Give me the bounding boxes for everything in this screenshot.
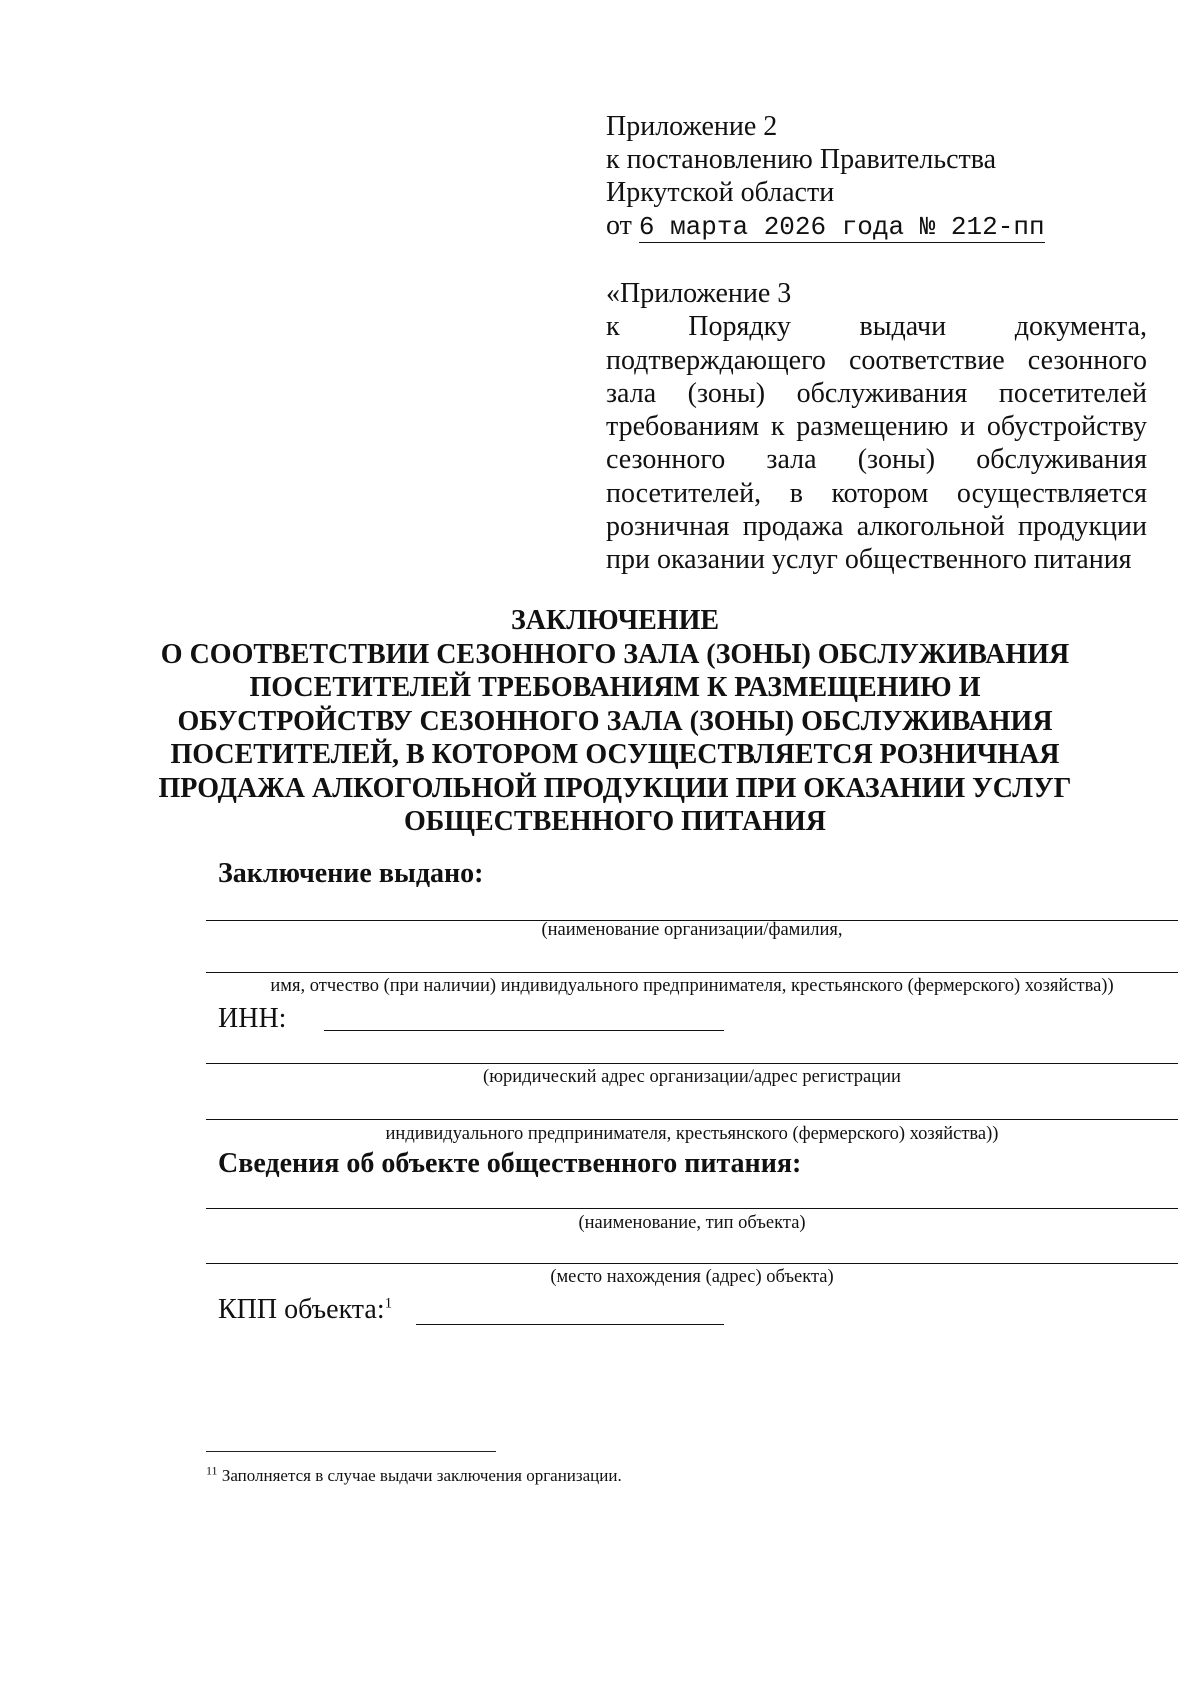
annex-line-2: к постановлению Правительства <box>606 144 997 175</box>
title-line: ОБУСТРОЙСТВУ СЕЗОННОГО ЗАЛА (ЗОНЫ) ОБСЛУЖИВАНИЯ <box>177 705 1053 737</box>
footnote-text: Заполняется в случае выдачи заключения организации. <box>221 1466 622 1485</box>
kpp-label <box>218 1294 392 1326</box>
annex-date-prefix: от <box>606 210 632 241</box>
caption-organization-name: (наименование организации/фамилия, <box>541 920 843 940</box>
kpp-footnote-mark: 1 <box>384 1295 393 1312</box>
kpp-label-text: КПП объекта: <box>218 1294 385 1325</box>
inn-label: ИНН: <box>218 1003 287 1034</box>
title-line: ОБЩЕСТВЕННОГО ПИТАНИЯ <box>403 806 827 837</box>
inn-field-line <box>324 1030 724 1031</box>
title-line: О СООТВЕТСТВИИ СЕЗОННОГО ЗАЛА (ЗОНЫ) ОБСЛУЖИВАНИЯ <box>160 638 1070 670</box>
title-line: ПОСЕТИТЕЛЕЙ, В КОТОРОМ ОСУЩЕСТВЛЯЕТСЯ РОЗНИЧНАЯ <box>170 739 1060 770</box>
caption-legal-address: (юридический адрес организации/адрес регистрации <box>483 1067 901 1087</box>
field-line-legal-address <box>206 1063 1178 1064</box>
facility-heading: Сведения об объекте общественного питания: <box>218 1148 802 1179</box>
document-title <box>150 604 1080 839</box>
procedure-annex-line: к Порядку выдачи документа, <box>606 311 1147 343</box>
procedure-annex-line: требованиям к размещению и обустройству <box>606 411 1147 443</box>
procedure-annex-line: розничная продажа алкогольной продукции <box>606 511 1147 543</box>
procedure-annex-title: «Приложение 3 <box>606 278 792 309</box>
field-line-facility-name <box>206 1208 1178 1209</box>
caption-facility-name-type: (наименование, тип объекта) <box>578 1213 806 1233</box>
footnote-mark: 11 <box>206 1463 218 1478</box>
field-line-registration-address <box>206 1119 1178 1120</box>
annex-line-3: Иркутской области <box>606 177 835 208</box>
procedure-annex-line: подтверждающего соответствие сезонного <box>606 344 1147 376</box>
field-line-facility-location <box>206 1263 1178 1264</box>
title-line: ПОСЕТИТЕЛЕЙ ТРЕБОВАНИЯМ К РАЗМЕЩЕНИЮ И <box>249 672 981 703</box>
caption-registration-address: индивидуального предпринимателя, крестьянского (фермерского) хозяйства)) <box>385 1124 999 1144</box>
kpp-field-line <box>416 1324 724 1325</box>
annex-line-1: Приложение 2 <box>606 111 778 142</box>
footnote <box>206 1463 622 1486</box>
annex-date-value: 6 марта 2026 года № 212-пп <box>638 212 1045 242</box>
procedure-annex-line: зала (зоны) обслуживания посетителей <box>606 377 1147 409</box>
issued-to-heading: Заключение выдано: <box>218 858 484 889</box>
procedure-annex-line: при оказании услуг общественного питания <box>606 544 1132 576</box>
title-line: ЗАКЛЮЧЕНИЕ <box>510 605 720 636</box>
field-line-entrepreneur-name <box>206 972 1178 973</box>
caption-facility-location: (место нахождения (адрес) объекта) <box>550 1267 834 1287</box>
footnote-separator <box>206 1451 496 1452</box>
caption-entrepreneur-name: имя, отчество (при наличии) индивидуального предпринимателя, крестьянского (фермерского) хозяйства)) <box>270 976 1114 996</box>
procedure-annex-block <box>606 277 1147 577</box>
procedure-annex-line: сезонного зала (зоны) обслуживания <box>606 444 1147 476</box>
title-line: ПРОДАЖА АЛКОГОЛЬНОЙ ПРОДУКЦИИ ПРИ ОКАЗАНИИ УСЛУГ <box>158 772 1072 804</box>
annex-date-line <box>606 209 1045 244</box>
procedure-annex-line: посетителей, в котором осуществляется <box>606 477 1147 509</box>
